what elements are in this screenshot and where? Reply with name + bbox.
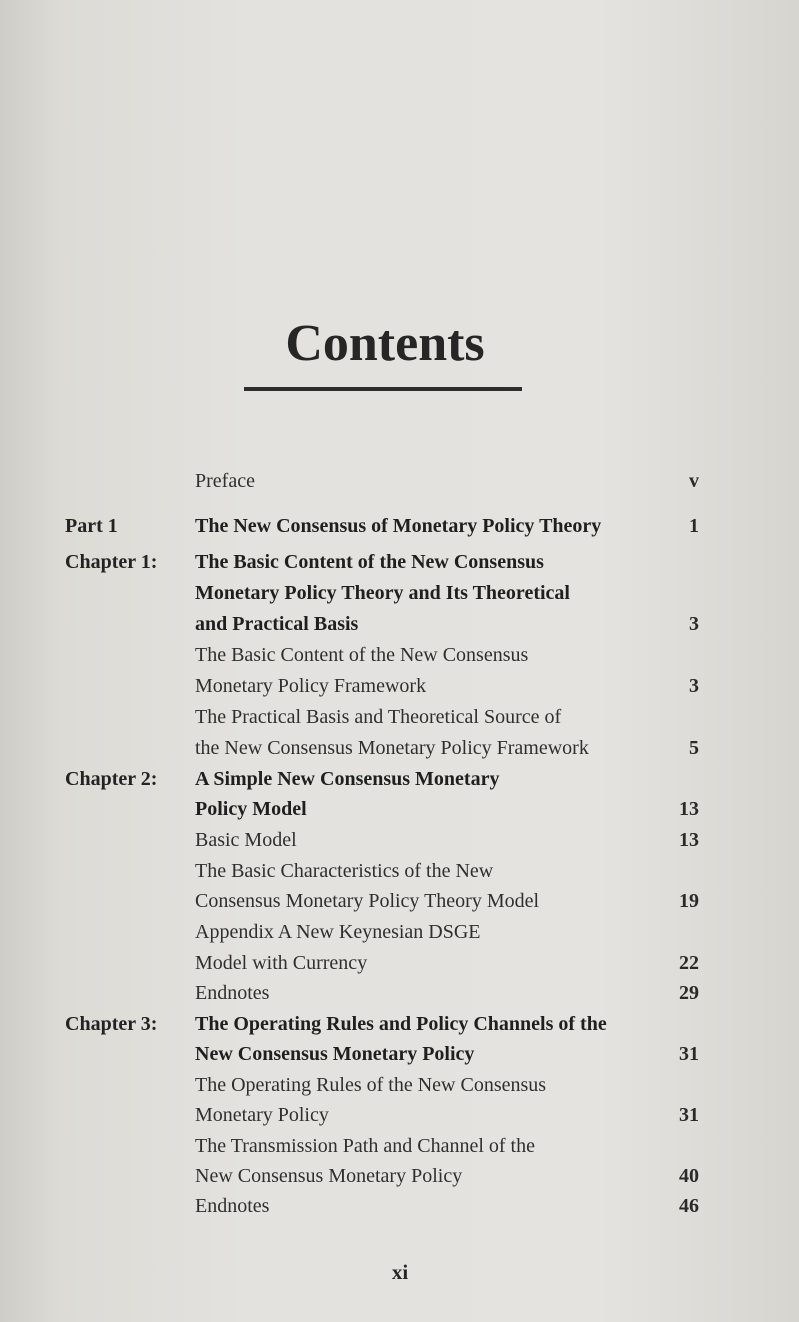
toc-entry bbox=[0, 794, 799, 824]
toc-entry bbox=[0, 511, 799, 541]
toc-entry-title: Monetary Policy bbox=[195, 1104, 329, 1126]
toc-entry-title: Endnotes bbox=[195, 1195, 270, 1217]
toc-entry-page-number: 29 bbox=[679, 982, 699, 1004]
toc-entry-title: the New Consensus Monetary Policy Framework bbox=[195, 737, 589, 759]
toc-entry-title: The Basic Content of the New Consensus bbox=[195, 644, 529, 666]
toc-entry bbox=[0, 1100, 799, 1130]
toc-entry bbox=[0, 764, 799, 794]
toc-entry-title: A Simple New Consensus Monetary bbox=[195, 768, 500, 790]
toc-entry-title: New Consensus Monetary Policy bbox=[195, 1043, 475, 1065]
toc-entry-title: Basic Model bbox=[195, 829, 297, 851]
toc-entry-page-number: 3 bbox=[689, 675, 699, 697]
toc-entry bbox=[0, 640, 799, 670]
toc-entry-page-number: 31 bbox=[679, 1104, 699, 1126]
toc-entry bbox=[0, 1131, 799, 1161]
toc-entry-page-number: 31 bbox=[679, 1043, 699, 1065]
toc-entry-title: Monetary Policy Theory and Its Theoretical bbox=[195, 582, 570, 604]
toc-entry-page-number: v bbox=[689, 470, 699, 492]
toc-entry-title: The Operating Rules of the New Consensus bbox=[195, 1074, 547, 1096]
toc-entry bbox=[0, 1161, 799, 1191]
toc-entry-title: The Practical Basis and Theoretical Source of bbox=[195, 706, 562, 728]
toc-entry-label: Chapter 3: bbox=[65, 1013, 158, 1035]
toc-entry-title: Endnotes bbox=[195, 982, 270, 1004]
toc-entry bbox=[0, 578, 799, 608]
toc-entry-title: Consensus Monetary Policy Theory Model bbox=[195, 890, 540, 912]
toc-entry bbox=[0, 1070, 799, 1100]
toc-entry-label: Part 1 bbox=[65, 515, 118, 537]
toc-entry-page-number: 46 bbox=[679, 1195, 699, 1217]
toc-entry bbox=[0, 825, 799, 855]
toc-entry-page-number: 13 bbox=[679, 798, 699, 820]
toc-entry-title: The Basic Content of the New Consensus bbox=[195, 551, 544, 573]
page-folio: xi bbox=[391, 1260, 409, 1284]
toc-entry-title: The Basic Characteristics of the New bbox=[195, 860, 494, 882]
toc-entry-page-number: 3 bbox=[689, 613, 699, 635]
toc-entry-title: The Transmission Path and Channel of the bbox=[195, 1135, 535, 1157]
toc-entry-title: Monetary Policy Framework bbox=[195, 675, 427, 697]
toc-entry bbox=[0, 917, 799, 947]
toc-entry bbox=[0, 733, 799, 763]
title-underline bbox=[244, 387, 522, 391]
toc-entry bbox=[0, 547, 799, 577]
toc-entry bbox=[0, 466, 799, 496]
toc-entry bbox=[0, 671, 799, 701]
toc-entry-title: and Practical Basis bbox=[195, 613, 359, 635]
page-title: Contents bbox=[285, 315, 485, 372]
toc-entry-page-number: 22 bbox=[679, 952, 699, 974]
toc-entry-page-number: 1 bbox=[689, 515, 699, 537]
toc-entry bbox=[0, 609, 799, 639]
toc-entry bbox=[0, 1191, 799, 1221]
toc-entry bbox=[0, 1039, 799, 1069]
toc-entry-label: Chapter 1: bbox=[65, 551, 158, 573]
toc-entry-page-number: 13 bbox=[679, 829, 699, 851]
toc-entry-title: Model with Currency bbox=[195, 952, 368, 974]
toc-entry-title: The New Consensus of Monetary Policy Theory bbox=[195, 515, 602, 537]
toc-entry bbox=[0, 1009, 799, 1039]
toc-entry-title: Policy Model bbox=[195, 798, 307, 820]
toc-entry-page-number: 40 bbox=[679, 1165, 699, 1187]
toc-entry-title: The Operating Rules and Policy Channels of the bbox=[195, 1013, 607, 1035]
toc-entry bbox=[0, 856, 799, 886]
toc-entry-page-number: 19 bbox=[679, 890, 699, 912]
toc-entry bbox=[0, 948, 799, 978]
toc-entry bbox=[0, 978, 799, 1008]
toc-entry-label: Chapter 2: bbox=[65, 768, 158, 790]
toc-entry bbox=[0, 886, 799, 916]
toc-entry-title: Preface bbox=[195, 470, 255, 492]
toc-entry-page-number: 5 bbox=[689, 737, 699, 759]
toc-entry-title: Appendix A New Keynesian DSGE bbox=[195, 921, 481, 943]
toc-entry-title: New Consensus Monetary Policy bbox=[195, 1165, 463, 1187]
toc-entry bbox=[0, 702, 799, 732]
